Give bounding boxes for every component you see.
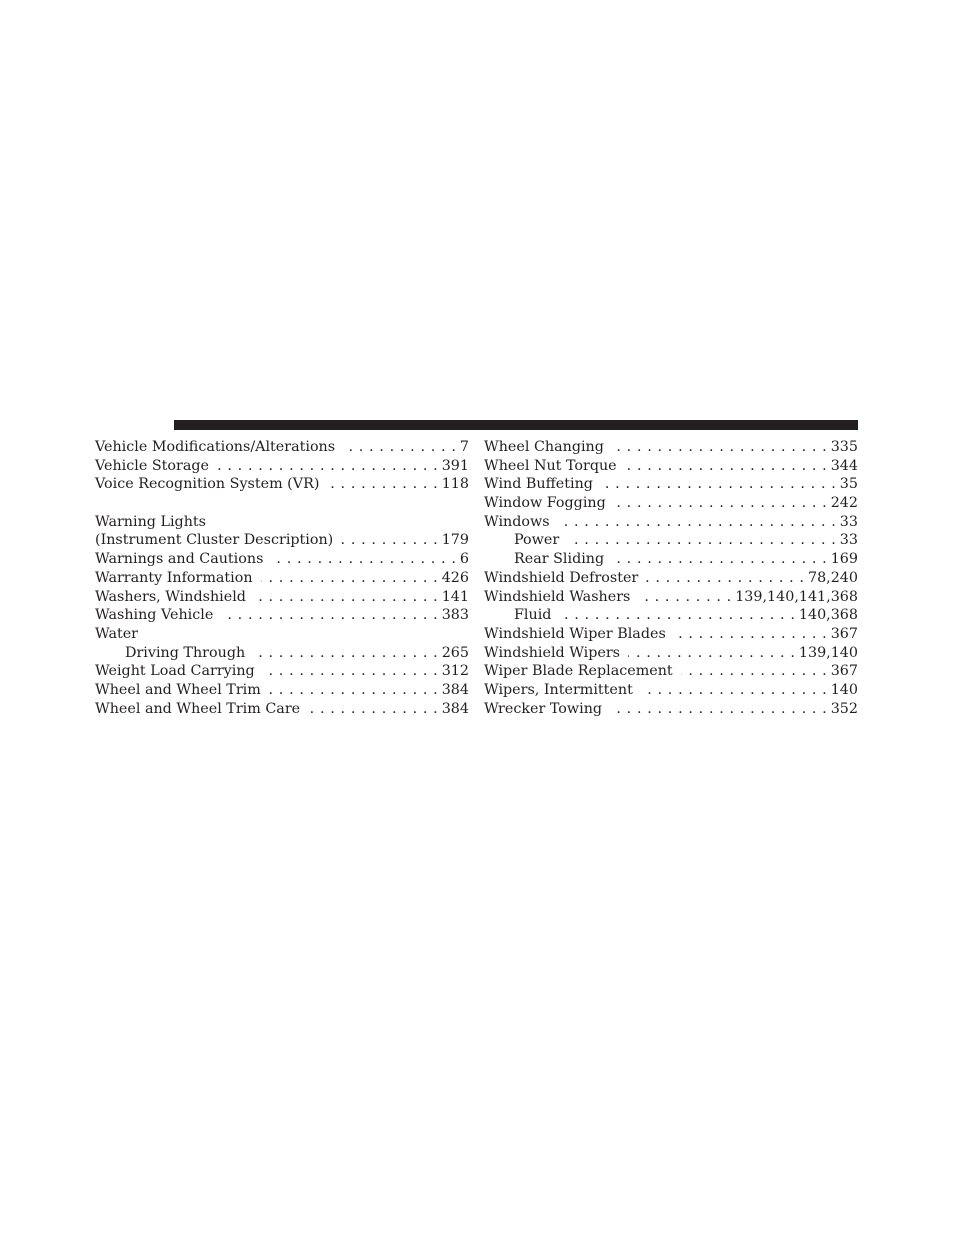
index-entry xyxy=(484,644,858,663)
index-entry xyxy=(95,457,469,476)
dot-leader xyxy=(638,588,731,607)
index-page-number: 141 xyxy=(441,588,469,605)
index-term: Windshield Wiper Blades xyxy=(484,625,666,642)
dot-leader xyxy=(646,569,804,588)
header-rule-bar xyxy=(174,420,858,430)
index-term: Washers, Windshield xyxy=(95,588,246,605)
index-page-number: 383 xyxy=(441,607,469,624)
index-page-number: 265 xyxy=(441,644,469,661)
index-page-number: 384 xyxy=(441,700,469,717)
dot-leader xyxy=(269,681,438,700)
dot-leader xyxy=(341,531,437,550)
dot-leader xyxy=(343,438,456,457)
dot-leader xyxy=(263,662,438,681)
index-entry xyxy=(95,588,469,607)
index-subentry xyxy=(484,531,858,550)
dot-leader xyxy=(308,700,438,719)
index-page-number: 78,240 xyxy=(807,569,858,586)
index-page-number: 367 xyxy=(830,663,858,680)
index-term: Weight Load Carrying xyxy=(95,663,255,680)
dot-leader xyxy=(271,550,455,569)
dot-leader xyxy=(610,700,827,719)
index-term: (Instrument Cluster Description) xyxy=(95,532,334,549)
index-entry xyxy=(95,625,469,644)
index-page-number: 169 xyxy=(830,551,858,568)
dot-leader xyxy=(253,644,438,663)
index-term: Window Fogging xyxy=(484,495,606,512)
index-term: Rear Sliding xyxy=(514,551,605,568)
dot-leader xyxy=(681,662,827,681)
dot-leader xyxy=(601,475,836,494)
index-page-number: 352 xyxy=(830,700,858,717)
index-term: Voice Recognition System (VR) xyxy=(95,476,320,493)
index-term: Windows xyxy=(484,513,550,530)
dot-leader xyxy=(674,625,827,644)
index-page-number: 312 xyxy=(441,663,469,680)
dot-leader xyxy=(625,457,827,476)
index-subentry xyxy=(95,644,469,663)
index-page-number: 335 xyxy=(830,439,858,455)
index-term: Windshield Wipers xyxy=(484,644,621,661)
index-entry xyxy=(484,700,858,719)
index-term: Windshield Defroster xyxy=(484,569,639,586)
dot-leader xyxy=(221,606,437,625)
index-entry xyxy=(95,606,469,625)
index-term: Power xyxy=(514,532,560,549)
index-entry xyxy=(95,438,469,457)
index-entry xyxy=(95,550,469,569)
index-entry xyxy=(484,475,858,494)
index-term: Warranty Information xyxy=(95,569,253,586)
index-entry xyxy=(95,475,469,494)
dot-leader xyxy=(628,644,795,663)
index-page-number: 391 xyxy=(441,457,469,474)
index-entry xyxy=(484,513,858,532)
index-term: Windshield Washers xyxy=(484,588,631,605)
index-entry xyxy=(95,513,469,532)
dot-leader xyxy=(614,494,827,513)
index-entry xyxy=(484,569,858,588)
index-entry xyxy=(95,700,469,719)
index-entry xyxy=(484,662,858,681)
index-page-number: 35 xyxy=(839,476,858,493)
index-term: Warnings and Cautions xyxy=(95,551,264,568)
index-page-number: 242 xyxy=(830,495,858,512)
index-term: Washing Vehicle xyxy=(95,607,214,624)
index-term: Wheel Changing xyxy=(484,439,604,455)
index-term: Vehicle Modifications/Alterations xyxy=(95,439,336,455)
index-entry xyxy=(484,457,858,476)
index-page-number: 140,368 xyxy=(798,607,858,624)
index-page-number: 367 xyxy=(830,625,858,642)
dot-leader xyxy=(558,513,836,532)
index-term: Wheel and Wheel Trim Care xyxy=(95,700,301,717)
index-page-number: 344 xyxy=(830,457,858,474)
index-gap xyxy=(95,494,469,513)
index-page-number: 179 xyxy=(441,532,469,549)
dot-leader xyxy=(641,681,827,700)
index-page-number: 118 xyxy=(441,476,469,493)
index-page-number: 140 xyxy=(830,681,858,698)
index-term: Warning Lights xyxy=(95,513,207,530)
index-page-number: 6 xyxy=(459,551,469,568)
index-term: Vehicle Storage xyxy=(95,457,209,474)
index-page-number: 7 xyxy=(459,439,469,455)
index-entry xyxy=(484,438,858,457)
index-entry xyxy=(95,662,469,681)
index-entry xyxy=(484,494,858,513)
dot-leader xyxy=(217,457,438,476)
index-term: Fluid xyxy=(514,607,552,624)
index-page-number: 33 xyxy=(839,532,858,549)
index-page-number: 139,140,141,368 xyxy=(735,588,858,605)
index-term: Water xyxy=(95,625,139,642)
dot-leader xyxy=(612,438,827,457)
index-entry xyxy=(484,625,858,644)
index-term: Wind Buffeting xyxy=(484,476,593,493)
index-term: Wiper Blade Replacement xyxy=(484,663,673,680)
index-term: Wipers, Intermittent xyxy=(484,681,633,698)
index-entry xyxy=(484,681,858,700)
index-entry xyxy=(95,681,469,700)
dot-leader xyxy=(327,475,437,494)
index-page-number: 384 xyxy=(441,681,469,698)
index-entry xyxy=(484,588,858,607)
dot-leader xyxy=(559,606,794,625)
index-page-number: 139,140 xyxy=(798,644,858,661)
dot-leader xyxy=(261,569,438,588)
index-column-right xyxy=(484,438,858,718)
index-subentry xyxy=(484,606,858,625)
index-entry xyxy=(95,569,469,588)
index-entry xyxy=(95,531,469,550)
index-column-left xyxy=(95,438,469,718)
index-subentry xyxy=(484,550,858,569)
index-term: Driving Through xyxy=(125,644,246,661)
index-page-number: 33 xyxy=(839,513,858,530)
dot-leader xyxy=(254,588,438,607)
index-page-number: 426 xyxy=(441,569,469,586)
index-term: Wheel Nut Torque xyxy=(484,457,617,474)
dot-leader xyxy=(567,531,836,550)
index-term: Wheel and Wheel Trim xyxy=(95,681,261,698)
index-term: Wrecker Towing xyxy=(484,700,603,717)
dot-leader xyxy=(612,550,827,569)
